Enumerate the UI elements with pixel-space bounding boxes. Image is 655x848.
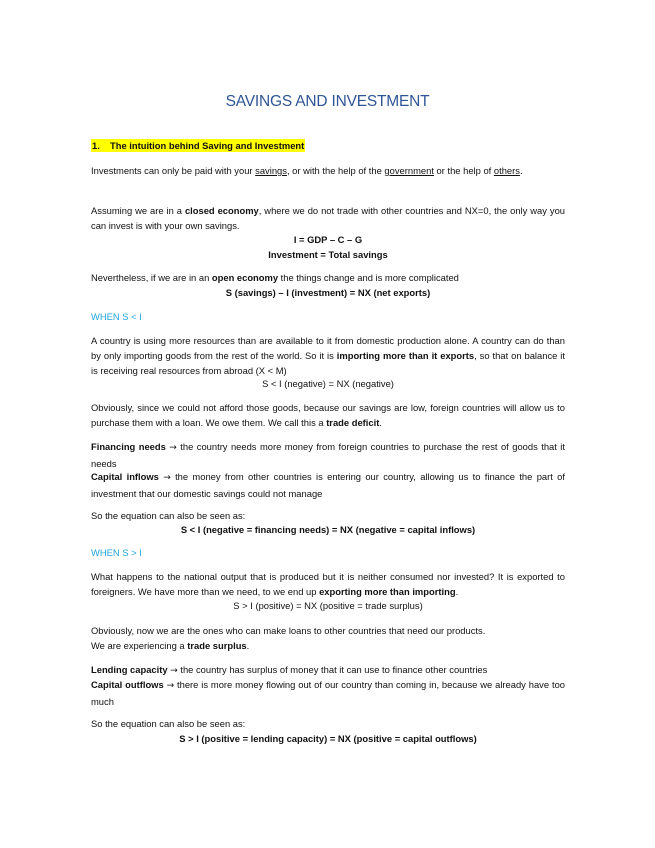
equation-net-exports: [91, 285, 565, 300]
paragraph-trade-surplus: [91, 638, 565, 653]
term-lending-capacity: Lending capacity: [91, 664, 168, 675]
equation-positive: S > I (positive) = NX (positive = trade surplus): [233, 600, 423, 611]
text: the money from other countries is entering our country, allowing us to finance the part of investment that our domestic savings could not manage: [91, 471, 565, 499]
section-highlight: [91, 139, 305, 152]
equation-negative: S < I (negative) = NX (negative): [262, 378, 394, 389]
paragraph-capital-inflows: [91, 469, 565, 501]
text: .: [379, 417, 382, 428]
arrow-right-icon: →: [166, 681, 175, 691]
text: Nevertheless, if we are in an: [91, 272, 212, 283]
term-trade-surplus: trade surplus: [187, 640, 247, 651]
section-heading: [91, 138, 565, 153]
paragraph-closed-economy: [91, 203, 565, 233]
equation-lending: [91, 731, 565, 746]
arrow-right-icon: →: [170, 666, 178, 676]
paragraph-equation-intro: So the equation can also be seen as:: [91, 510, 246, 521]
equation-gdp: [91, 232, 565, 247]
text: .: [519, 165, 523, 176]
equation-text: S (savings) – I (investment) = NX (net exports): [225, 287, 431, 298]
text: .: [246, 640, 250, 651]
text: there is more money flowing out of our country than coming in, because we already have too much: [91, 679, 566, 707]
term-government: government: [384, 165, 434, 176]
text: Assuming we are in a: [91, 205, 185, 216]
paragraph-importing: [91, 333, 565, 378]
section-number: 1.: [92, 140, 100, 151]
paragraph-exporting: [91, 569, 565, 599]
term-savings: savings: [255, 165, 287, 176]
equation-text: S < I (negative = financing needs) = NX (negative = capital inflows): [180, 524, 476, 535]
page-title: SAVINGS AND INVESTMENT: [225, 93, 430, 110]
arrow-right-icon: →: [163, 473, 171, 483]
paragraph-investments: [91, 163, 565, 178]
section-title: The intuition behind Saving and Investment: [110, 140, 305, 151]
term-financing-needs: Financing needs: [91, 441, 166, 452]
text: A country is using more resources than are available to it from domestic production alone. A country can do than by only importing goods from the rest of the world. So it is: [91, 335, 565, 361]
term-others: others: [493, 165, 520, 176]
term-exporting: exporting more than importing: [319, 586, 456, 597]
term-capital-inflows: Capital inflows: [91, 471, 159, 482]
text: , or with the help of the: [286, 165, 385, 176]
term-trade-deficit: trade deficit: [326, 417, 380, 428]
text: the country needs more money from foreign countries to purchase the rest of goods that it needs: [91, 441, 565, 469]
term-closed-economy: closed economy: [184, 205, 259, 216]
subheading-when-s-greater-i: WHEN S > I: [91, 547, 142, 558]
paragraph-capital-outflows: [91, 677, 565, 709]
paragraph-trade-deficit: [91, 400, 565, 430]
text: the things change and is more complicated: [278, 272, 459, 283]
equation-financing: [91, 522, 565, 537]
text: , so that on balance it is receiving real resources from abroad (X < M): [91, 350, 565, 376]
term-importing: importing more than it exports: [336, 350, 475, 361]
text: or the help of: [433, 165, 494, 176]
arrow-right-icon: →: [169, 443, 177, 453]
text: We are experiencing a: [91, 640, 188, 651]
equation-total-savings: [91, 247, 565, 262]
text: Obviously, since we could not afford those goods, because our savings are low, foreign countries will allow us to purchase them with a loan. We owe them. We call this a: [91, 402, 565, 428]
text: What happens to the national output that is produced but it is neither consumed nor invested? It is exported to foreigners. We have more than we need, to we end up: [91, 571, 565, 597]
equation-text: S > I (positive = lending capacity) = NX (positive = capital outflows): [179, 733, 477, 744]
text: Investments can only be paid with your: [91, 165, 256, 176]
equation-text: Investment = Total savings: [268, 249, 388, 260]
text: .: [455, 586, 459, 597]
paragraph-financing-needs: [91, 439, 565, 471]
paragraph-open-economy: [91, 270, 565, 285]
subheading-when-s-less-i: WHEN S < I: [91, 311, 142, 322]
term-capital-outflows: Capital outflows: [91, 679, 164, 690]
text: , where we do not trade with other countries and NX=0, the only way you can invest is with your own savings.: [91, 205, 565, 231]
equation-text: I = GDP – C – G: [293, 234, 363, 245]
term-open-economy: open economy: [211, 272, 279, 283]
text: the country has surplus of money that it can use to finance other countries: [177, 664, 488, 675]
paragraph-loans: Obviously, now we are the ones who can make loans to other countries that need our products.: [91, 625, 486, 636]
paragraph-equation-intro-2: So the equation can also be seen as:: [91, 718, 246, 729]
